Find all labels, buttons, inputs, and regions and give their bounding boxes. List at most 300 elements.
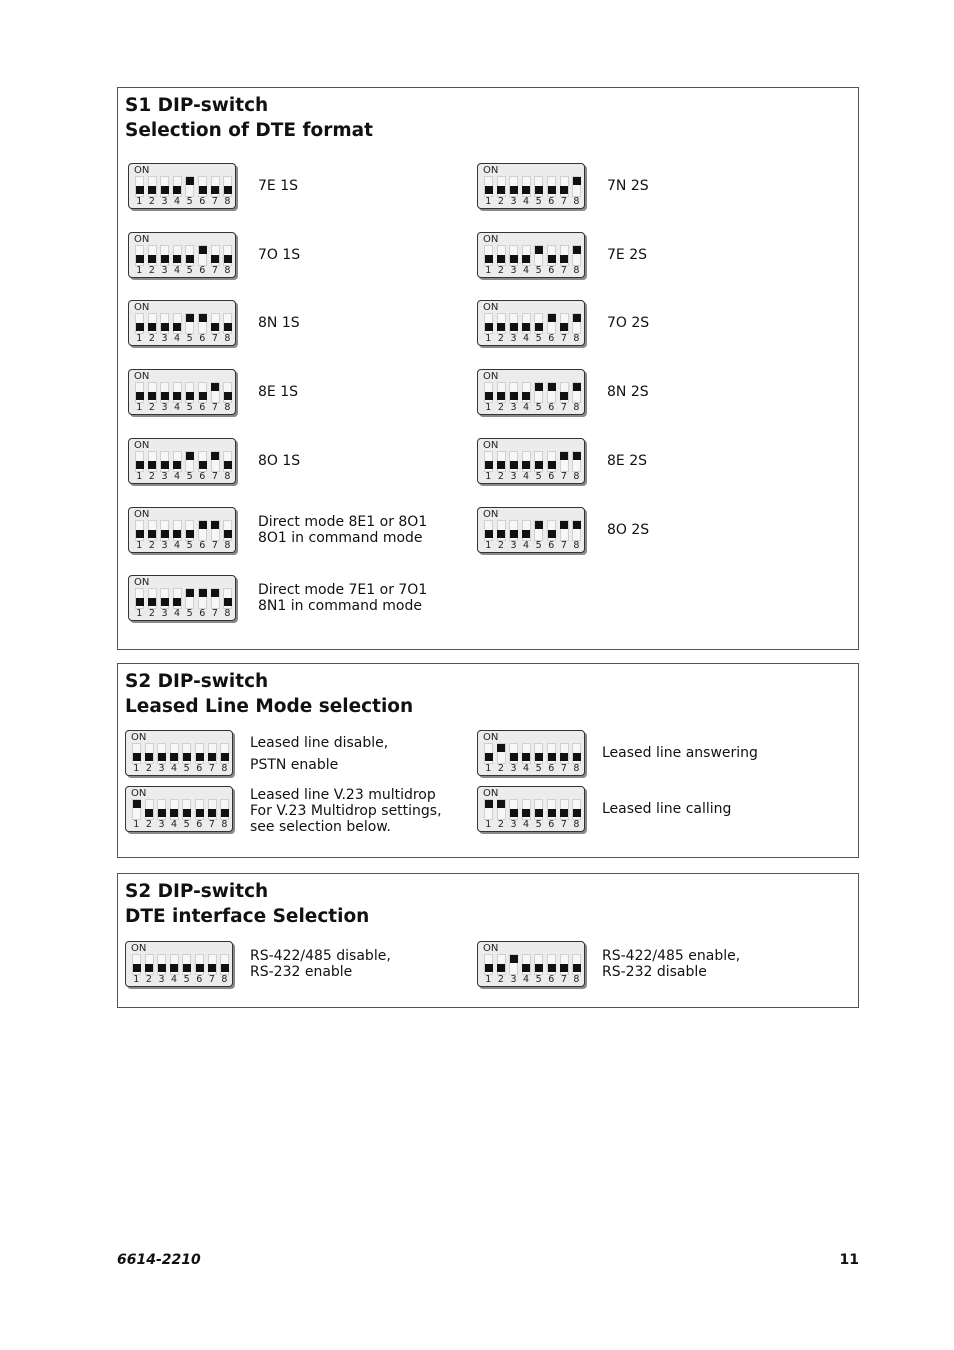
dip-switch-6-off-lever (548, 753, 556, 761)
dip-switch-5-off-lever (535, 753, 543, 761)
dip-switch-3-off-lever (510, 186, 518, 194)
dip-switch-2-off-lever (148, 323, 156, 331)
dip-switch-8-off-lever (573, 964, 581, 972)
dip-switch-3-off-lever (161, 255, 169, 263)
dip-number: 5 (535, 196, 542, 207)
dip-switch-1-off-lever (485, 323, 493, 331)
s2-dte-panel-title (125, 880, 369, 929)
dip-number: 2 (145, 763, 152, 774)
dip-number: 7 (560, 818, 567, 830)
dip-switch-5-on-lever (186, 452, 194, 460)
dip-number: 3 (161, 539, 168, 551)
dip-switch-7-on-lever (560, 521, 568, 529)
dip-switch-7-on-lever (211, 589, 219, 597)
setting-label-line-1: Leased line disable, (250, 735, 389, 751)
setting-label-text: Leased line answering (602, 745, 758, 761)
dip-switch-3-off-lever (158, 753, 166, 761)
dip-switch-graphic (477, 369, 585, 415)
dip-switch-8-off-lever (221, 809, 229, 817)
dip-number: 7 (211, 608, 218, 620)
s1-title-line2: Selection of DTE format (125, 119, 373, 141)
dip-number: 4 (523, 539, 530, 551)
dip-switch-5-off-lever (186, 530, 194, 538)
dip-number: 5 (186, 539, 193, 551)
dip-number: 4 (523, 763, 530, 774)
dip-switch-5-off-lever (183, 809, 191, 817)
dip-switch-graphic (128, 438, 236, 484)
setting-label-line-1: Direct mode 8E1 or 8O1 (258, 513, 428, 530)
dip-number: 7 (560, 402, 567, 414)
dip-number: 8 (573, 818, 580, 830)
dip-number: 5 (535, 264, 542, 276)
dip-number: 5 (186, 196, 193, 207)
dip-switch-1-off-lever (485, 461, 493, 469)
dip-number: 3 (510, 974, 517, 985)
dip-number: 8 (221, 763, 228, 774)
dip-number: 2 (148, 539, 155, 551)
dip-setting-label (258, 582, 427, 614)
dip-switch-3-off-lever (510, 530, 518, 538)
dip-number: 3 (510, 196, 517, 207)
dip-switch-7-off-lever (560, 809, 568, 817)
dip-setting-label (602, 801, 731, 817)
dip-on-label: ON (483, 233, 499, 245)
dip-number: 2 (497, 196, 504, 207)
dip-switch-6-on-lever (199, 246, 207, 254)
dip-number: 7 (211, 264, 218, 276)
dip-switch-4-off-lever (522, 753, 530, 761)
dip-number: 8 (224, 196, 231, 207)
dip-switch-6-off-lever (548, 964, 556, 972)
dip-switch-graphic (125, 730, 233, 776)
dip-switch-3-on-lever (510, 955, 518, 963)
dip-switch-7-off-lever (208, 753, 216, 761)
dip-switch-numbers (482, 763, 583, 774)
dip-number: 1 (485, 333, 492, 345)
dip-switch-numbers (133, 471, 234, 482)
dip-switch-4-off-lever (170, 809, 178, 817)
dip-number: 2 (497, 264, 504, 276)
dip-number: 1 (485, 818, 492, 830)
dip-number: 6 (199, 608, 206, 620)
dip-number: 2 (497, 333, 504, 345)
dip-switch-4-off-lever (173, 461, 181, 469)
dip-switch-1-off-lever (485, 964, 493, 972)
dip-number: 1 (136, 196, 143, 207)
s2-leased-title-line2: Leased Line Mode selection (125, 695, 414, 717)
dip-number: 4 (523, 818, 530, 830)
dip-on-label: ON (131, 787, 147, 799)
dip-number: 3 (510, 470, 517, 482)
dip-number: 5 (535, 539, 542, 551)
dip-number: 3 (510, 763, 517, 774)
dip-number: 3 (510, 539, 517, 551)
dip-switch-2-off-lever (497, 255, 505, 263)
dip-switch-numbers (482, 819, 583, 830)
dip-switch-7-off-lever (560, 323, 568, 331)
dip-number: 4 (523, 196, 530, 207)
dip-number: 3 (158, 763, 165, 774)
dip-number: 8 (224, 470, 231, 482)
dip-switch-4-off-lever (173, 530, 181, 538)
dip-switch-7-off-lever (560, 392, 568, 400)
dip-switch-numbers (133, 333, 234, 344)
dip-switch-1-off-lever (485, 753, 493, 761)
dip-switch-8-off-lever (573, 753, 581, 761)
dip-number: 2 (497, 818, 504, 830)
dip-switch-5-on-lever (186, 177, 194, 185)
dip-number: 1 (136, 402, 143, 414)
dip-switch-1-off-lever (136, 598, 144, 606)
dip-switch-2-off-lever (148, 598, 156, 606)
dip-switch-3-off-lever (161, 530, 169, 538)
dip-switch-4-off-lever (522, 461, 530, 469)
dip-switch-7-on-lever (211, 452, 219, 460)
dip-number: 3 (510, 818, 517, 830)
dip-switch-1-off-lever (485, 186, 493, 194)
dip-setting-label (250, 948, 391, 980)
dip-number: 6 (548, 402, 555, 414)
dip-number: 3 (510, 402, 517, 414)
dip-number: 4 (523, 333, 530, 345)
dip-switch-5-on-lever (535, 246, 543, 254)
dip-switch-3-off-lever (161, 186, 169, 194)
s2-dte-interface-panel (117, 873, 859, 1008)
dip-number: 6 (199, 196, 206, 207)
setting-label-text: 7N 2S (607, 178, 649, 194)
dip-number: 7 (560, 539, 567, 551)
dip-number: 1 (136, 333, 143, 345)
dip-switch-7-off-lever (208, 964, 216, 972)
dip-number: 4 (174, 470, 181, 482)
s2-leased-line-panel (117, 663, 859, 858)
setting-label-line-2: PSTN enable (250, 757, 339, 773)
dip-switch-7-on-lever (211, 383, 219, 391)
dip-switch-5-off-lever (535, 323, 543, 331)
dip-setting-label (258, 384, 298, 400)
dip-number: 4 (523, 264, 530, 276)
dip-number: 6 (548, 974, 555, 985)
dip-number: 3 (510, 264, 517, 276)
dip-on-label: ON (131, 943, 147, 954)
dip-switch-3-off-lever (161, 323, 169, 331)
dip-switch-1-off-lever (136, 255, 144, 263)
dip-switch-5-off-lever (535, 461, 543, 469)
dip-on-label: ON (134, 508, 150, 520)
dip-switch-8-off-lever (224, 186, 232, 194)
dip-number: 3 (510, 333, 517, 345)
dip-number: 7 (560, 763, 567, 774)
dip-switch-8-on-lever (573, 383, 581, 391)
dip-number: 8 (224, 402, 231, 414)
dip-switch-8-off-lever (224, 392, 232, 400)
dip-switch-3-off-lever (161, 392, 169, 400)
setting-label-text: 7E 1S (258, 178, 298, 194)
dip-switch-6-off-lever (199, 461, 207, 469)
dip-setting-label (607, 384, 649, 400)
dip-number: 2 (148, 470, 155, 482)
dip-number: 1 (133, 974, 140, 985)
dip-switch-6-on-lever (199, 521, 207, 529)
dip-switch-graphic (477, 438, 585, 484)
dip-switch-3-off-lever (510, 255, 518, 263)
dip-on-label: ON (483, 943, 499, 954)
dip-number: 8 (573, 470, 580, 482)
dip-on-label: ON (483, 787, 499, 799)
setting-label-line-2: RS-232 disable (602, 964, 707, 980)
dip-switch-numbers (482, 265, 583, 276)
dip-switch-2-off-lever (497, 323, 505, 331)
page-number: 11 (839, 1252, 859, 1268)
dip-switch-5-off-lever (535, 809, 543, 817)
dip-switch-1-off-lever (136, 461, 144, 469)
dip-switch-7-off-lever (560, 186, 568, 194)
dip-number: 5 (183, 763, 190, 774)
dip-switch-2-off-lever (148, 530, 156, 538)
setting-label-text: 8E 2S (607, 452, 647, 469)
setting-label-line-2: 8O1 in command mode (258, 529, 423, 546)
dip-number: 2 (145, 818, 152, 830)
dip-switch-1-off-lever (485, 255, 493, 263)
dip-switch-2-off-lever (148, 461, 156, 469)
dip-number: 7 (560, 974, 567, 985)
dip-switch-6-off-lever (548, 461, 556, 469)
dip-switch-8-off-lever (573, 809, 581, 817)
dip-switch-graphic (128, 507, 236, 553)
dip-number: 6 (196, 818, 203, 830)
dip-number: 6 (548, 818, 555, 830)
dip-switch-1-off-lever (485, 392, 493, 400)
dip-number: 6 (548, 763, 555, 774)
dip-number: 5 (186, 333, 193, 345)
dip-number: 5 (186, 402, 193, 414)
dip-switch-5-off-lever (183, 753, 191, 761)
dip-switch-3-off-lever (158, 964, 166, 972)
dip-number: 5 (183, 818, 190, 830)
dip-switch-4-off-lever (522, 186, 530, 194)
dip-switch-graphic (128, 300, 236, 346)
dip-switch-6-off-lever (199, 186, 207, 194)
dip-switch-4-off-lever (173, 392, 181, 400)
dip-switch-4-off-lever (170, 753, 178, 761)
dip-switch-2-on-lever (497, 744, 505, 752)
s2-dte-title-line1: S2 DIP-switch (125, 881, 269, 902)
s1-dip-switch-panel (117, 87, 859, 650)
setting-label-line-1: Direct mode 7E1 or 7O1 (258, 582, 428, 599)
dip-number: 6 (548, 196, 555, 207)
dip-number: 6 (199, 264, 206, 276)
dip-number: 3 (158, 818, 165, 830)
dip-switch-6-off-lever (199, 392, 207, 400)
dip-switch-3-off-lever (510, 323, 518, 331)
dip-on-label: ON (483, 508, 499, 520)
dip-switch-graphic (125, 941, 233, 987)
dip-number: 1 (485, 264, 492, 276)
dip-switch-2-on-lever (497, 800, 505, 808)
dip-switch-numbers (482, 402, 583, 413)
dip-switch-numbers (482, 333, 583, 344)
dip-switch-graphic (477, 507, 585, 553)
dip-number: 2 (148, 264, 155, 276)
dip-number: 2 (145, 974, 152, 985)
dip-switch-8-on-lever (573, 246, 581, 254)
dip-switch-3-off-lever (158, 809, 166, 817)
dip-number: 6 (548, 333, 555, 345)
s2-dte-title-line2: DTE interface Selection (125, 905, 370, 927)
dip-number: 1 (133, 818, 140, 830)
dip-number: 4 (174, 539, 181, 551)
dip-switch-6-off-lever (548, 809, 556, 817)
dip-number: 8 (573, 196, 580, 207)
dip-number: 1 (485, 402, 492, 414)
dip-switch-1-off-lever (136, 392, 144, 400)
dip-number: 8 (573, 539, 580, 551)
dip-switch-numbers (482, 471, 583, 482)
dip-number: 4 (523, 402, 530, 414)
dip-number: 5 (535, 818, 542, 830)
dip-number: 3 (161, 196, 168, 207)
dip-switch-4-off-lever (522, 323, 530, 331)
dip-number: 6 (196, 763, 203, 774)
dip-switch-1-on-lever (133, 800, 141, 808)
dip-number: 8 (573, 402, 580, 414)
dip-switch-1-off-lever (136, 323, 144, 331)
dip-setting-label (607, 453, 647, 469)
dip-number: 1 (136, 608, 143, 620)
dip-switch-5-on-lever (186, 589, 194, 597)
dip-setting-label (258, 514, 427, 546)
dip-number: 7 (560, 264, 567, 276)
dip-switch-2-off-lever (497, 392, 505, 400)
dip-switch-graphic (128, 369, 236, 415)
dip-switch-8-on-lever (573, 314, 581, 322)
dip-setting-label (250, 732, 388, 776)
dip-number: 4 (523, 470, 530, 482)
dip-setting-label (258, 178, 298, 194)
dip-switch-numbers (482, 196, 583, 207)
dip-switch-graphic (477, 941, 585, 987)
setting-label-line-1: RS-422/485 disable, (250, 948, 391, 964)
dip-number: 1 (133, 763, 140, 774)
dip-number: 3 (161, 470, 168, 482)
dip-switch-graphic (477, 730, 585, 776)
setting-label-line-1: RS-422/485 enable, (602, 948, 741, 964)
dip-number: 3 (161, 333, 168, 345)
dip-switch-3-off-lever (510, 392, 518, 400)
dip-number: 6 (199, 470, 206, 482)
dip-number: 4 (174, 196, 181, 207)
dip-number: 5 (183, 974, 190, 985)
dip-number: 2 (148, 196, 155, 207)
dip-switch-4-off-lever (173, 255, 181, 263)
dip-number: 8 (221, 974, 228, 985)
dip-number: 3 (161, 264, 168, 276)
dip-number: 7 (211, 333, 218, 345)
dip-switch-4-off-lever (522, 530, 530, 538)
dip-switch-8-on-lever (573, 452, 581, 460)
dip-setting-label (607, 178, 649, 194)
setting-label-line-1: Leased line V.23 multidrop (250, 786, 436, 803)
dip-on-label: ON (483, 439, 499, 451)
dip-setting-label (258, 453, 300, 469)
setting-label-text: 7O 1S (258, 246, 301, 263)
dip-number: 7 (560, 196, 567, 207)
dip-on-label: ON (134, 371, 150, 383)
dip-setting-label (607, 247, 647, 263)
setting-label-text: 8O 2S (607, 521, 650, 538)
dip-switch-8-off-lever (221, 753, 229, 761)
dip-switch-5-on-lever (186, 314, 194, 322)
dip-switch-6-off-lever (196, 753, 204, 761)
dip-switch-8-off-lever (224, 255, 232, 263)
dip-switch-numbers (482, 974, 583, 985)
dip-switch-8-on-lever (573, 177, 581, 185)
dip-switch-numbers (133, 402, 234, 413)
dip-number: 4 (171, 974, 178, 985)
dip-number: 2 (148, 402, 155, 414)
dip-number: 5 (186, 608, 193, 620)
dip-switch-7-off-lever (211, 255, 219, 263)
dip-switch-numbers (133, 540, 234, 551)
dip-number: 6 (199, 402, 206, 414)
dip-switch-4-off-lever (522, 392, 530, 400)
dip-switch-4-off-lever (173, 323, 181, 331)
dip-switch-5-off-lever (535, 186, 543, 194)
dip-switch-5-on-lever (535, 521, 543, 529)
dip-on-label: ON (134, 302, 150, 314)
dip-switch-1-on-lever (485, 800, 493, 808)
dip-number: 3 (161, 402, 168, 414)
dip-number: 6 (199, 333, 206, 345)
dip-switch-5-off-lever (535, 964, 543, 972)
dip-switch-8-off-lever (224, 530, 232, 538)
dip-switch-graphic (128, 575, 236, 621)
dip-switch-numbers (133, 196, 234, 207)
dip-switch-3-off-lever (510, 809, 518, 817)
dip-switch-6-on-lever (199, 314, 207, 322)
dip-switch-1-off-lever (136, 186, 144, 194)
dip-switch-7-off-lever (560, 964, 568, 972)
dip-number: 7 (208, 974, 215, 985)
dip-switch-graphic (477, 786, 585, 832)
dip-number: 7 (211, 196, 218, 207)
setting-label-text: 7O 2S (607, 315, 650, 332)
dip-on-label: ON (483, 732, 499, 743)
dip-number: 5 (535, 763, 542, 774)
dip-switch-1-off-lever (485, 530, 493, 538)
dip-switch-3-off-lever (510, 461, 518, 469)
dip-number: 1 (485, 974, 492, 985)
dip-number: 5 (535, 974, 542, 985)
dip-switch-7-off-lever (208, 809, 216, 817)
dip-switch-7-off-lever (211, 186, 219, 194)
dip-number: 7 (211, 402, 218, 414)
dip-setting-label (607, 522, 649, 538)
dip-switch-2-off-lever (148, 255, 156, 263)
dip-number: 2 (497, 763, 504, 774)
setting-label-text: Leased line calling (602, 800, 732, 817)
dip-switch-6-off-lever (196, 964, 204, 972)
dip-switch-numbers (133, 265, 234, 276)
dip-switch-graphic (477, 300, 585, 346)
dip-switch-numbers (130, 763, 231, 774)
dip-switch-6-on-lever (199, 589, 207, 597)
dip-number: 8 (224, 333, 231, 345)
dip-switch-graphic (128, 163, 236, 209)
dip-number: 7 (211, 539, 218, 551)
dip-number: 8 (573, 333, 580, 345)
dip-number: 8 (573, 763, 580, 774)
